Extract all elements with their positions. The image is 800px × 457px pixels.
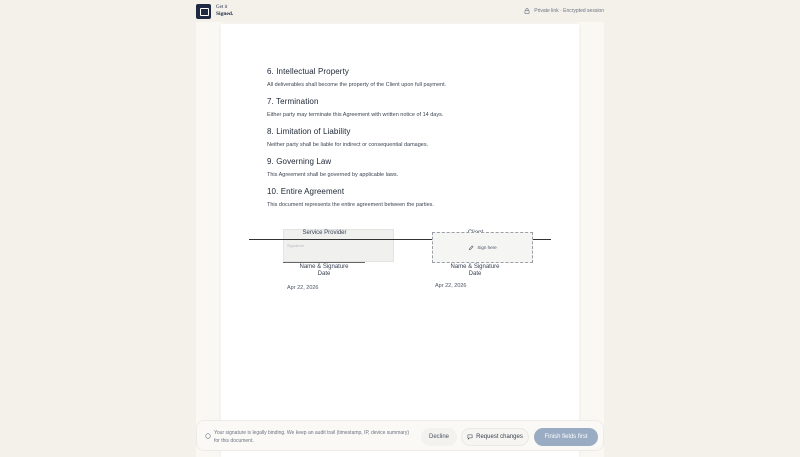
client-caption: [435, 264, 515, 278]
lock-icon: [524, 8, 530, 14]
section-heading: 9. Governing Law: [267, 157, 332, 166]
provider-caption: [284, 264, 364, 278]
request-changes-label: Request changes: [476, 434, 523, 440]
request-changes-button[interactable]: [461, 428, 529, 446]
brand[interactable]: [196, 4, 233, 19]
session-text: Private link · Encrypted session: [534, 8, 604, 14]
client-date: Apr 22, 2026: [435, 283, 467, 289]
legal-notice: Your signature is legally binding. We keep an audit trail (timestamp, IP, device summary) for this document.: [214, 430, 410, 444]
sign-here-label: Sign here: [477, 245, 497, 250]
decline-button[interactable]: Decline: [421, 428, 457, 446]
section-heading: 10. Entire Agreement: [267, 187, 345, 196]
client-caption-line2: Date: [468, 271, 482, 277]
pen-icon: [468, 245, 474, 251]
brand-logo-icon: [196, 4, 211, 19]
section-body: This document represents the entire agreement between the parties.: [267, 202, 434, 208]
client-sign-here-field[interactable]: [432, 232, 533, 263]
provider-signature-placeholder: Signature: [287, 243, 305, 248]
provider-title: Service Provider: [302, 230, 347, 236]
provider-date: Apr 22, 2026: [287, 285, 319, 291]
section-body: This Agreement shall be governed by applicable laws.: [267, 172, 399, 178]
section-body: Either party may terminate this Agreement with written notice of 14 days.: [267, 112, 444, 118]
section-heading: 8. Limitation of Liability: [267, 127, 351, 136]
brand-line1: Get it: [216, 5, 228, 10]
provider-caption-line1: Name & Signature: [299, 264, 349, 270]
shield-icon: [205, 433, 211, 439]
session-status: [524, 8, 604, 14]
section-heading: 6. Intellectual Property: [267, 67, 349, 76]
section-body: All deliverables shall become the property of the Client upon full payment.: [267, 82, 447, 88]
provider-signature-underline: [283, 262, 365, 263]
section-heading: 7. Termination: [267, 97, 319, 106]
provider-caption-line2: Date: [317, 271, 331, 277]
brand-name: [216, 5, 233, 17]
section-body: Neither party shall be liable for indirect or consequential damages.: [267, 142, 429, 148]
message-icon: [467, 434, 473, 440]
brand-line2: Signed.: [216, 11, 234, 17]
client-caption-line1: Name & Signature: [450, 264, 500, 270]
action-bar: [196, 420, 604, 451]
finish-fields-button[interactable]: Finish fields first: [534, 428, 598, 446]
top-bar: [196, 0, 604, 22]
